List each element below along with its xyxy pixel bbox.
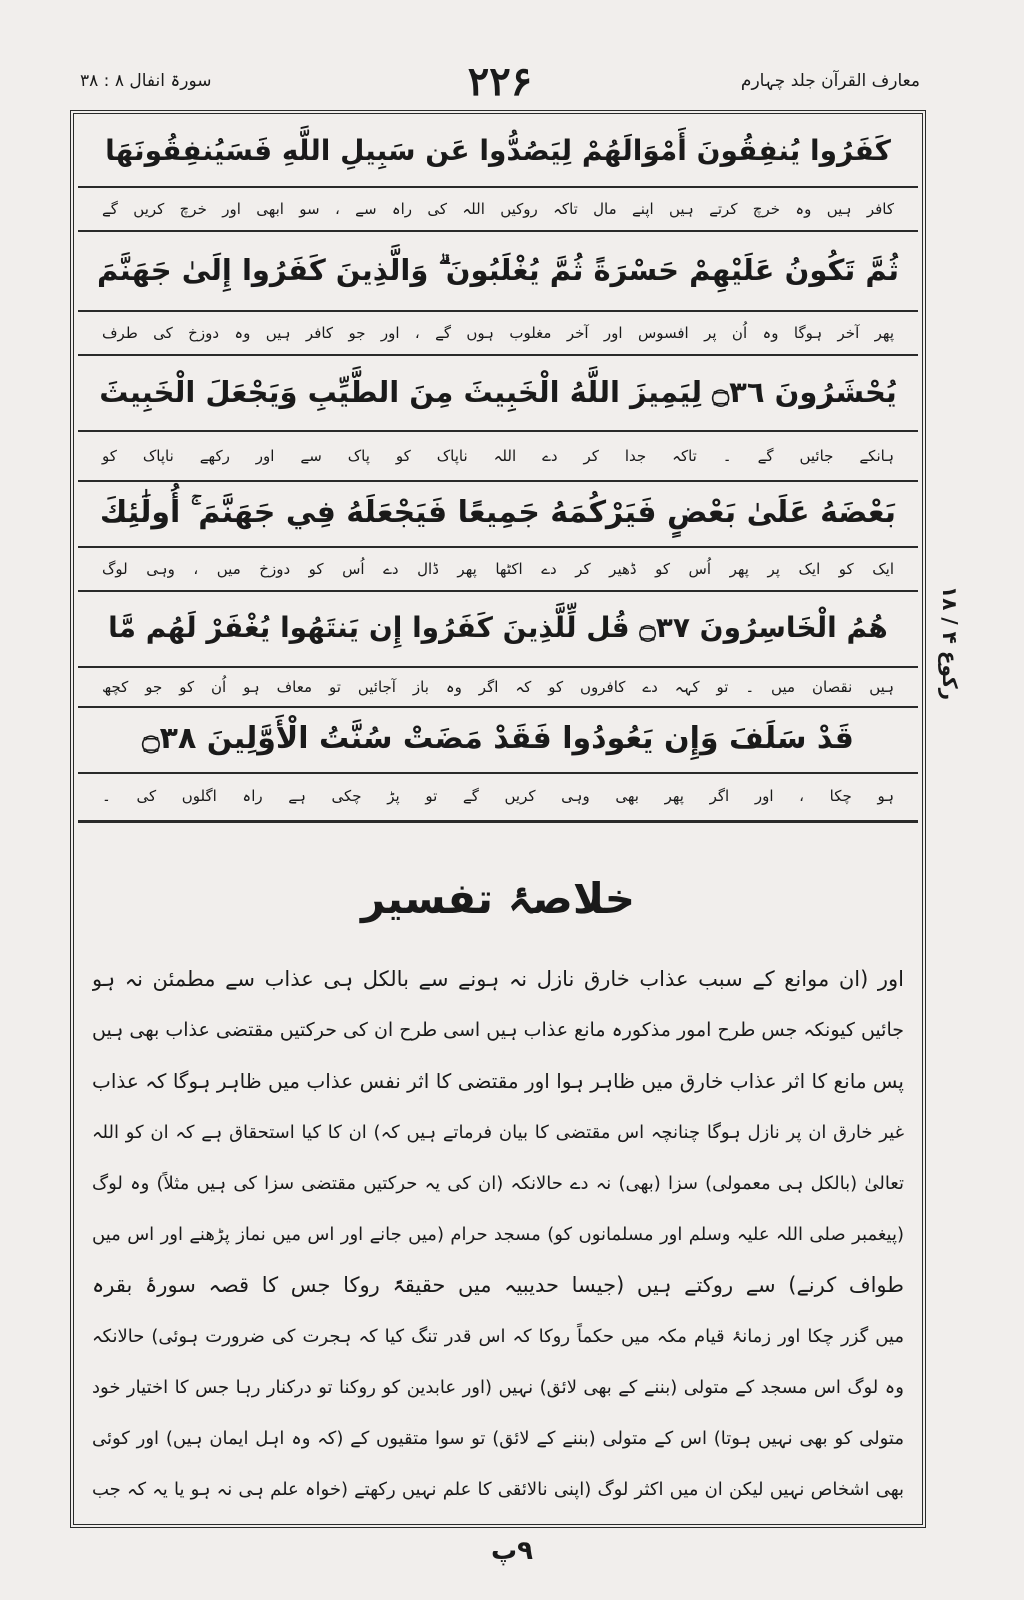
section-divider xyxy=(78,820,918,823)
verse-translation-4: ایک کو ایک پر پھر اُس کو ڈھیر کر دے اکٹھا پھر ڈال دے اُس کو دوزخ میں ، وہی لوگ xyxy=(78,548,918,592)
commentary-line: (پیغمبر صلی اللہ علیہ وسلم اور مسلمانوں کو) مسجد حرام (میں جانے اور اس میں نماز پڑھنے اور اس میں xyxy=(92,1224,904,1245)
verse-translation-2: پھر آخر ہوگا وہ اُن پر افسوس اور آخر مغلوب ہوں گے ، اور جو کافر ہیں وہ دوزخ کی طرف xyxy=(78,312,918,356)
surah-reference: سورۃ انفال ۸ : ۳۸ xyxy=(80,71,212,91)
page-number: ۲۲۶ xyxy=(467,58,533,105)
commentary-line: پس مانع کا اثر عذاب خارق میں ظاہر ہوا اور مقتضی کا اثر نفس عذاب میں ظاہر ہوگا کہ عذاب xyxy=(92,1069,904,1093)
page-frame xyxy=(70,110,926,1528)
commentary-line: جائیں کیونکہ جس طرح امور مذکورہ مانع عذاب ہیں اسی طرح ان کی حرکتیں مقتضی عذاب بھی ہیں xyxy=(92,1019,904,1041)
verse-translation-3: ہانکے جائیں گے ۔ تاکہ جدا کر دے اللہ ناپاک کو پاک سے اور رکھے ناپاک کو xyxy=(78,432,918,482)
verse-arabic-1: كَفَرُوا يُنفِقُونَ أَمْوَالَهُمْ لِيَصُدُّوا عَن سَبِيلِ اللَّهِ فَسَيُنفِقُونَهَا xyxy=(78,118,918,188)
verse-translation-5: ہیں نقصان میں ۔ تو کہہ دے کافروں کو کہ اگر وہ باز آجائیں تو معاف ہو اُن کو جو کچھ xyxy=(78,668,918,708)
commentary-line: وہ لوگ اس مسجد کے متولی (بننے کے بھی لائق) نہیں (اور عابدین کو روکنا تو درکنار رہا جس کا اختیار خود xyxy=(92,1377,904,1398)
verse-arabic-4: بَعْضَهُ عَلَىٰ بَعْضٍ فَيَرْكُمَهُ جَمِيعًا فَيَجْعَلَهُ فِي جَهَنَّمَ ۚ أُولَٰئِكَ xyxy=(78,482,918,548)
ruku-margin-note: رکوع ۴ / ۱۸ xyxy=(938,586,962,701)
footer-mark: ۹پ xyxy=(490,1536,533,1566)
commentary-line: میں گزر چکا اور زمانۂ قیام مکہ میں حکماً روکا کہ اس قدر تنگ کیا کہ ہجرت کی ضرورت ہوئی) حالانکہ xyxy=(92,1326,904,1347)
commentary-line: بھی اشخاص نہیں لیکن ان میں اکثر لوگ (اپنی نالائقی کا علم نہیں رکھتے (خواہ علم ہی نہ ہو یا یہ کہ جب xyxy=(92,1479,904,1500)
commentary-line: طواف کرنے) سے روکتے ہیں (جیسا حدیبیہ میں حقیقۃً روکا جس کا قصہ سورۂ بقرہ xyxy=(92,1273,904,1297)
commentary-line: متولی کو بھی نہیں ہوتا) اس کے متولی (بننے کے لائق) تو سوا متقیوں کے (کہ وہ اہل ایمان ہیں) اور کوئی xyxy=(92,1428,904,1449)
page-header xyxy=(70,58,930,108)
verse-arabic-5: هُمُ الْخَاسِرُونَ ۝٣٧ قُل لِّلَّذِينَ كَفَرُوا إِن يَنتَهُوا يُغْفَرْ لَهُم مَّا xyxy=(78,592,918,668)
commentary-body xyxy=(92,954,904,1515)
verse-arabic-6: قَدْ سَلَفَ وَإِن يَعُودُوا فَقَدْ مَضَتْ سُنَّتُ الْأَوَّلِينَ ۝٣٨ xyxy=(78,708,918,774)
verse-arabic-3: يُحْشَرُونَ ۝٣٦ لِيَمِيزَ اللَّهُ الْخَبِيثَ مِنَ الطَّيِّبِ وَيَجْعَلَ الْخَبِيثَ xyxy=(78,356,918,432)
commentary-line: غیر خارق ان پر نازل ہوگا چنانچہ اس مقتضی کا بیان فرماتے ہیں کہ) ان کا کیا استحقاق ہے کہ ان کو اللہ xyxy=(92,1122,904,1143)
section-title: خلاصۂ تفسیر xyxy=(361,874,635,923)
verse-arabic-2: ثُمَّ تَكُونُ عَلَيْهِمْ حَسْرَةً ثُمَّ يُغْلَبُونَ ۗ وَالَّذِينَ كَفَرُوا إِلَىٰ جَهَنَّمَ xyxy=(78,232,918,312)
book-title: معارف القرآن جلد چہارم xyxy=(740,71,920,91)
verse-table xyxy=(78,118,918,820)
verse-translation-1: کافر ہیں وہ خرچ کرتے ہیں اپنے مال تاکہ روکیں اللہ کی راہ سے ، سو ابھی اور خرچ کریں گے xyxy=(78,188,918,232)
commentary-line: تعالیٰ (بالکل ہی معمولی) سزا (بھی) نہ دے حالانکہ (ان کی یہ حرکتیں مقتضی سزا کی ہیں مثلاً) وہ لوگ xyxy=(92,1173,904,1194)
verse-translation-6: ہو چکا ، اور اگر پھر بھی وہی کریں گے تو پڑ چکی ہے راہ اگلوں کی ۔ xyxy=(102,787,894,805)
commentary-line: اور (ان موانع کے سبب عذاب خارق نازل نہ ہونے سے بالکل ہی عذاب سے مطمئن نہ ہو xyxy=(92,967,904,991)
